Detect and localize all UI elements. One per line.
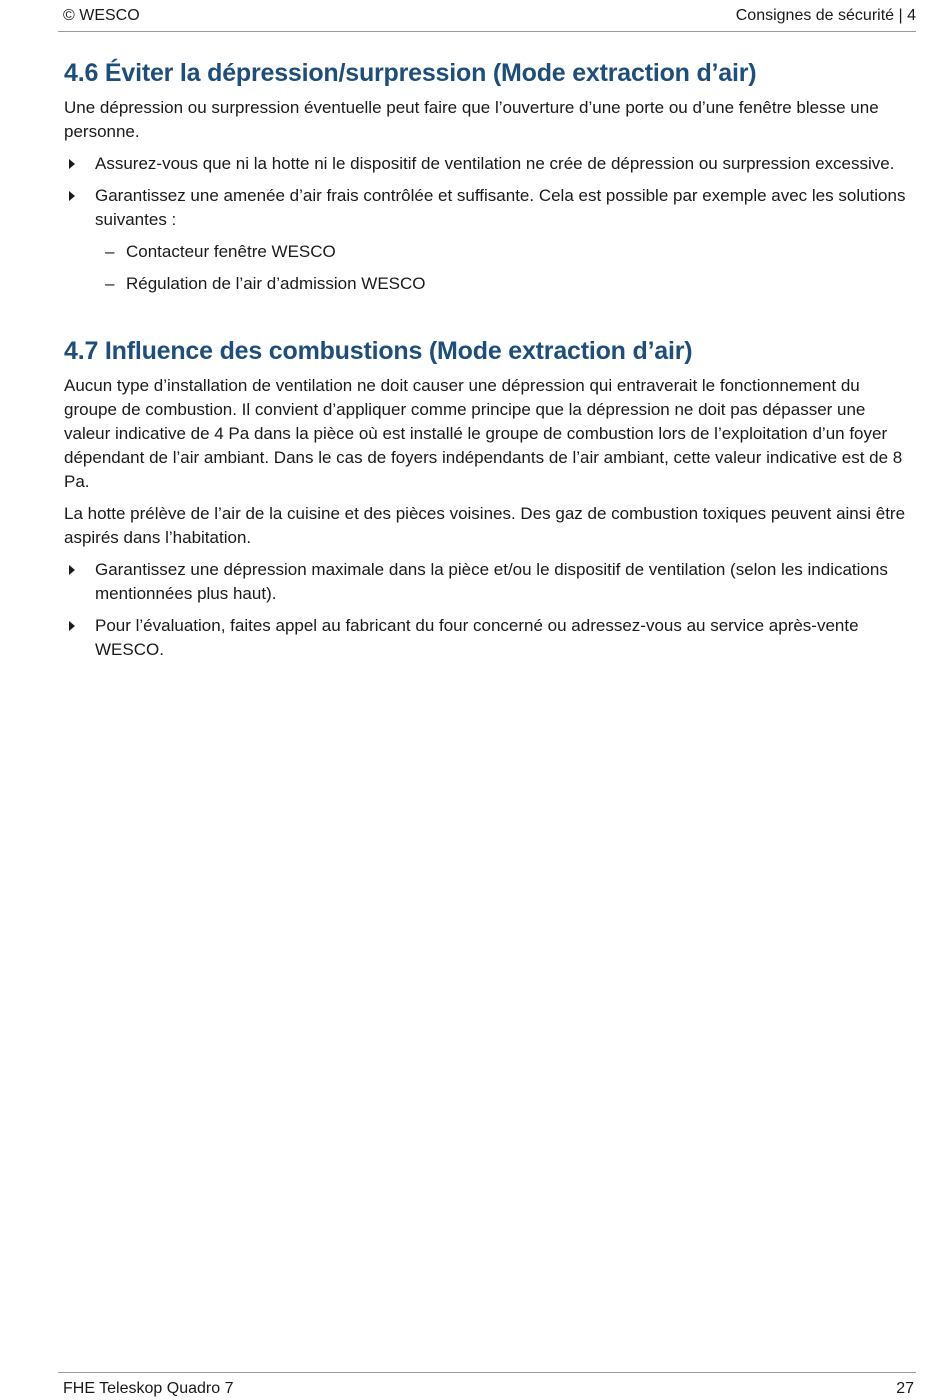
bullet-text: Garantissez une dépression maximale dans la pièce et/ou le dispositif de ventilation (selon les indications mentionnées plus haut). bbox=[95, 560, 888, 603]
section-title: 4.6 Éviter la dépression/surpression (Mode extraction d’air) bbox=[64, 59, 757, 87]
sub-list-item bbox=[64, 272, 914, 296]
section-paragraph: La hotte prélève de l’air de la cuisine et des pièces voisines. Des gaz de combustion toxiques peuvent ainsi être aspirés dans l’habitation. bbox=[64, 504, 906, 547]
section-intro: Une dépression ou surpression éventuelle peut faire que l’ouverture d’une porte ou d’une fenêtre blesse une personne. bbox=[64, 98, 879, 141]
bullet-item bbox=[64, 152, 914, 176]
section-title: 4.7 Influence des combustions (Mode extraction d’air) bbox=[64, 337, 693, 365]
triangle-bullet-icon bbox=[69, 191, 75, 201]
triangle-bullet-icon bbox=[69, 565, 75, 575]
dash-icon: – bbox=[105, 242, 115, 261]
footer-product-name: FHE Teleskop Quadro 7 bbox=[63, 1380, 234, 1397]
bullet-text: Garantissez une amenée d’air frais contrôlée et suffisante. Cela est possible par exemple avec les solutions suivantes : bbox=[95, 186, 906, 229]
bullet-text: Pour l’évaluation, faites appel au fabricant du four concerné ou adressez-vous au service après-vente WESCO. bbox=[95, 616, 859, 659]
sub-item-text: Contacteur fenêtre WESCO bbox=[126, 242, 336, 261]
bullet-item bbox=[64, 614, 914, 662]
section-paragraph: Aucun type d’installation de ventilation ne doit causer une dépression qui entraverait le fonctionnement du groupe de combustion. Il convient d’appliquer comme principe que la dépression ne doit pas dépasser une valeur indicative de 4 Pa dans la pièce où est installé le groupe de combustion lors de l’exploitation d’un foyer dépendant de l’air ambiant. Dans le cas de foyers indépendants de l’air ambiant, cette valeur indicative est de 8 Pa. bbox=[64, 376, 903, 491]
bullet-item bbox=[64, 558, 914, 606]
sub-item-text: Régulation de l’air d’admission WESCO bbox=[126, 274, 426, 293]
section-4-7 bbox=[64, 334, 914, 662]
page-header bbox=[58, 6, 916, 32]
section-4-6 bbox=[64, 56, 914, 296]
page-number: 27 bbox=[896, 1380, 914, 1397]
header-copyright: © WESCO bbox=[63, 7, 140, 24]
dash-icon: – bbox=[105, 274, 115, 293]
bullet-item bbox=[64, 184, 914, 232]
bullet-text: Assurez-vous que ni la hotte ni le dispositif de ventilation ne crée de dépression ou surpression excessive. bbox=[95, 154, 895, 173]
page-content bbox=[64, 56, 914, 662]
triangle-bullet-icon bbox=[69, 621, 75, 631]
page-footer bbox=[58, 1372, 916, 1399]
header-chapter: Consignes de sécurité | 4 bbox=[735, 7, 916, 24]
sub-list-item bbox=[64, 240, 914, 264]
triangle-bullet-icon bbox=[69, 159, 75, 169]
